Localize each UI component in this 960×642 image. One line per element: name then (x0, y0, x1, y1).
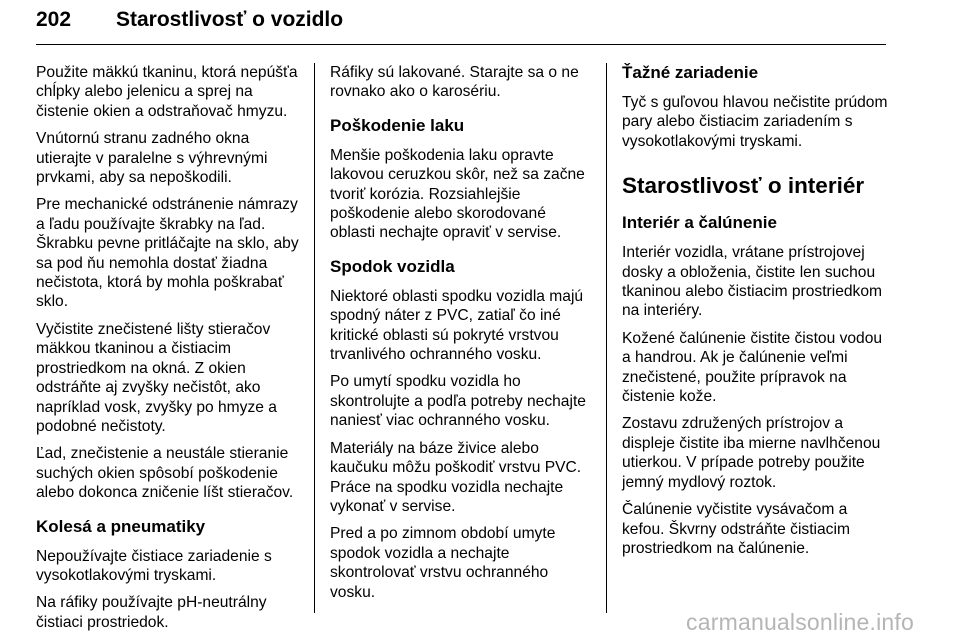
paragraph: Tyč s guľovou hlavou nečistite prúdom pary alebo čistiacim zariadením s vysokotlakovými tryskami. (622, 94, 888, 150)
paragraph: Čalúnenie vyčistite vysávačom a kefou. Škvrny odstráňte čistiacim prostriedkom na čalúnenie. (622, 501, 850, 557)
heading-underbody: Spodok vozidla (330, 256, 455, 276)
paragraph: Ľad, znečistenie a neustále stieranie suchých okien spôsobí poškodenie alebo dokonca zničenie líšt stieračov. (36, 445, 294, 502)
paragraph: Nepoužívajte čistiace zariadenie s vysokotlakovými tryskami. (36, 547, 272, 584)
paragraph: Na ráfiky používajte pH-neutrálny čistiaci prostriedok. (36, 594, 267, 631)
column-divider (314, 63, 315, 613)
heading-wheels-tires: Kolesá a pneumatiky (36, 516, 206, 536)
heading-towing-device: Ťažné zariadenie (622, 63, 759, 82)
running-title: Starostlivosť o vozidlo (116, 8, 344, 31)
column-3 (622, 63, 888, 566)
paragraph: Vnútornú stranu zadného okna utierajte v paralelne s výhrevnými prvkami, aby sa nepoškodili. (36, 130, 268, 187)
paragraph: Po umytí spodku vozidla ho skontrolujte a podľa potreby nechajte naniesť viac ochranného vosku. (330, 373, 586, 430)
paragraph: Pred a po zimnom období umyte spodok vozidla a nechajte skontrolovať vrstvu ochranného vosku. (330, 525, 556, 601)
paragraph: Niektoré oblasti spodku vozidla majú spodný náter z PVC, zatiaľ čo iné kritické oblasti sú pokryté vrstvou trvanlivého ochranného vosku. (330, 287, 584, 364)
column-divider (606, 63, 607, 613)
heading-paint-damage: Poškodenie laku (330, 115, 465, 135)
column-2 (330, 63, 592, 610)
heading-interior-care: Starostlivosť o interiér (622, 173, 865, 199)
paragraph: Pre mechanické odstránenie námrazy a ľadu používajte škrabky na ľad. Škrabku pevne pritláčajte na sklo, aby sa pod ňu nemohla dostať žiadna nečistota, ktorá by mohla poškrabať sklo. (36, 196, 299, 311)
paragraph: Ráfiky sú lakované. Starajte sa o ne rovnako ako o karosériu. (330, 64, 579, 101)
page-number: 202 (36, 8, 72, 31)
column-1 (36, 63, 304, 640)
paragraph: Zostavu združených prístrojov a displeje čistite iba mierne navlhčenou utierkou. V prípade potreby použite jemný mydlový roztok. (622, 415, 881, 491)
heading-interior-upholstery: Interiér a čalúnenie (622, 213, 777, 233)
paragraph: Vyčistite znečistené lišty stieračov mäkkou tkaninou a čistiacim prostriedkom na okná. Z okien odstráňte aj zvyšky nečistôt, ako napríklad vosk, zvyšky po hmyze a podobné nečistoty. (36, 320, 277, 435)
page-header (36, 0, 886, 45)
paragraph: Materiály na báze živice alebo kaučuku môžu poškodiť vrstvu PVC. Práce na spodku vozidla nechajte vykonať v servise. (330, 439, 582, 515)
paragraph: Menšie poškodenia laku opravte lakovou ceruzkou skôr, než sa začne tvoriť korózia. Rozsiahlejšie poškodenie alebo skorodované oblasti nechajte opraviť v servise. (330, 146, 585, 242)
paragraph: Kožené čalúnenie čistite čistou vodou a handrou. Ak je čalúnenie veľmi znečistené, použite prípravok na čistenie kože. (622, 329, 883, 406)
paragraph: Interiér vozidla, vrátane prístrojovej dosky a obloženia, čistite len suchou tkaninou alebo čistiacim prostriedkom na interiéry. (622, 244, 883, 320)
paragraph: Použite mäkkú tkaninu, ktorá nepúšťa chĺpky alebo jelenicu a sprej na čistenie okien a odstraňovač hmyzu. (36, 64, 298, 120)
watermark: carmanualsonline.info (686, 609, 914, 635)
